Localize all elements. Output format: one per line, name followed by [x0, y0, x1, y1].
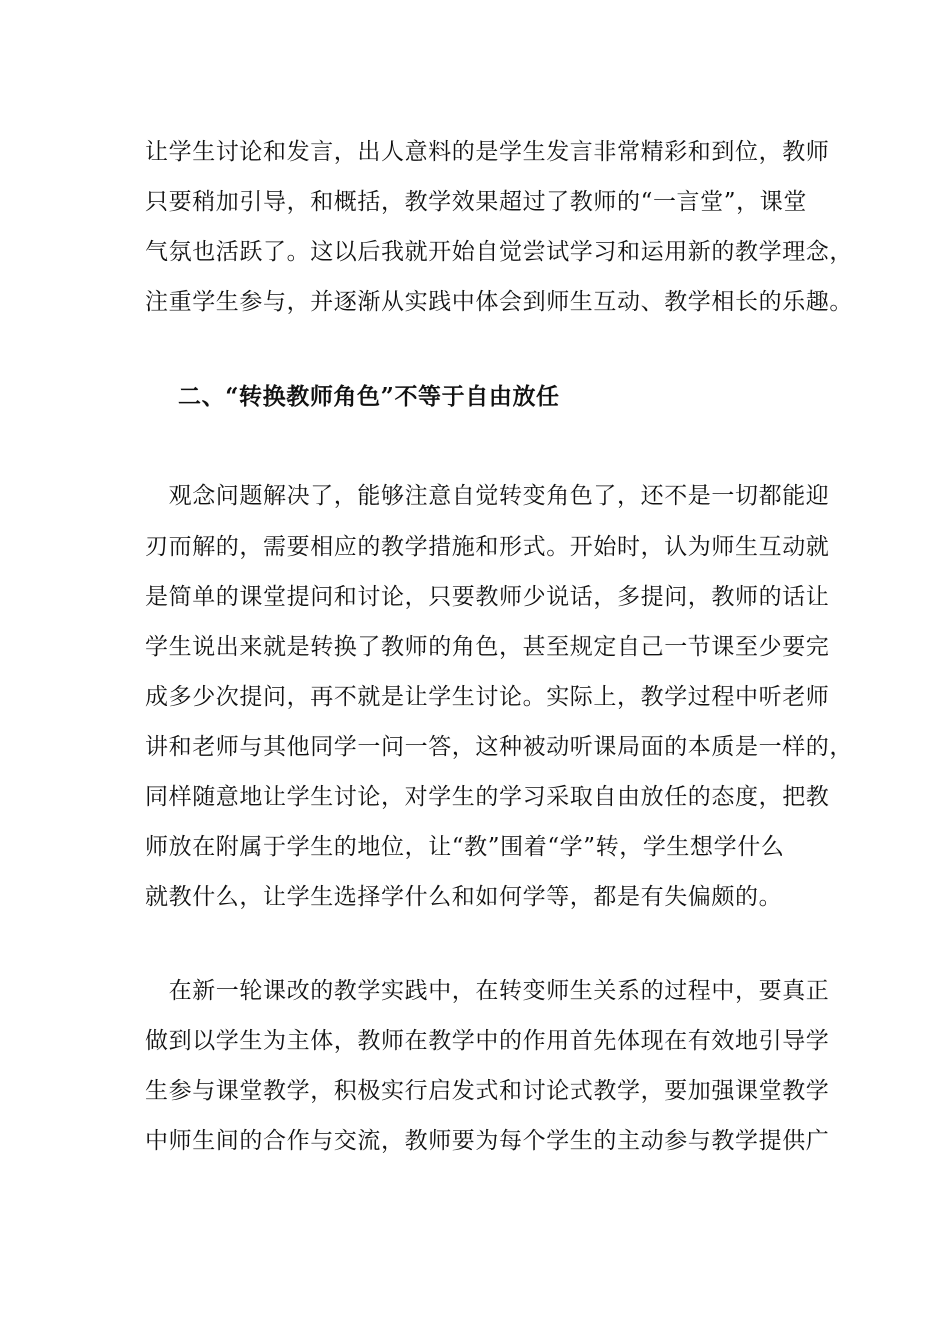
text-line: 生参与课堂教学，积极实行启发式和讨论式教学，要加强课堂教学 [145, 1078, 830, 1104]
text-line: 学生说出来就是转换了教师的角色，甚至规定自己一节课至少要完 [145, 634, 830, 660]
text-line: 做到以学生为主体，教师在教学中的作用首先体现在有效地引导学 [145, 1028, 830, 1054]
text-line: 观念问题解决了，能够注意自觉转变角色了，还不是一切都能迎 [145, 483, 830, 509]
text-line: 讲和老师与其他同学一问一答，这种被动听课局面的本质是一样的， [145, 734, 853, 760]
section-heading: 二、“转换教师角色”不等于自由放任 [178, 383, 560, 410]
text-line: 成多少次提问，再不就是让学生讨论。实际上，教学过程中听老师 [145, 684, 830, 710]
text-line: 刃而解的，需要相应的教学措施和形式。开始时，认为师生互动就 [145, 534, 830, 560]
text-line: 注重学生参与，并逐渐从实践中体会到师生互动、教学相长的乐趣。 [145, 289, 853, 315]
text-line: 气氛也活跃了。这以后我就开始自觉尝试学习和运用新的教学理念， [145, 239, 853, 265]
text-line: 中师生间的合作与交流，教师要为每个学生的主动参与教学提供广 [145, 1128, 830, 1154]
text-line: 师放在附属于学生的地位，让“教”围着“学”转，学生想学什么 [145, 834, 785, 860]
text-line: 在新一轮课改的教学实践中，在转变师生关系的过程中，要真正 [145, 978, 830, 1004]
text-line: 让学生讨论和发言，出人意料的是学生发言非常精彩和到位，教师 [145, 139, 830, 165]
text-line: 就教什么，让学生选择学什么和如何学等，都是有失偏颇的。 [145, 884, 783, 910]
text-line: 同样随意地让学生讨论，对学生的学习采取自由放任的态度，把教 [145, 784, 830, 810]
text-line: 是简单的课堂提问和讨论，只要教师少说话，多提问，教师的话让 [145, 584, 830, 610]
text-line: 只要稍加引导，和概括，教学效果超过了教师的“一言堂”，课堂 [145, 189, 807, 215]
